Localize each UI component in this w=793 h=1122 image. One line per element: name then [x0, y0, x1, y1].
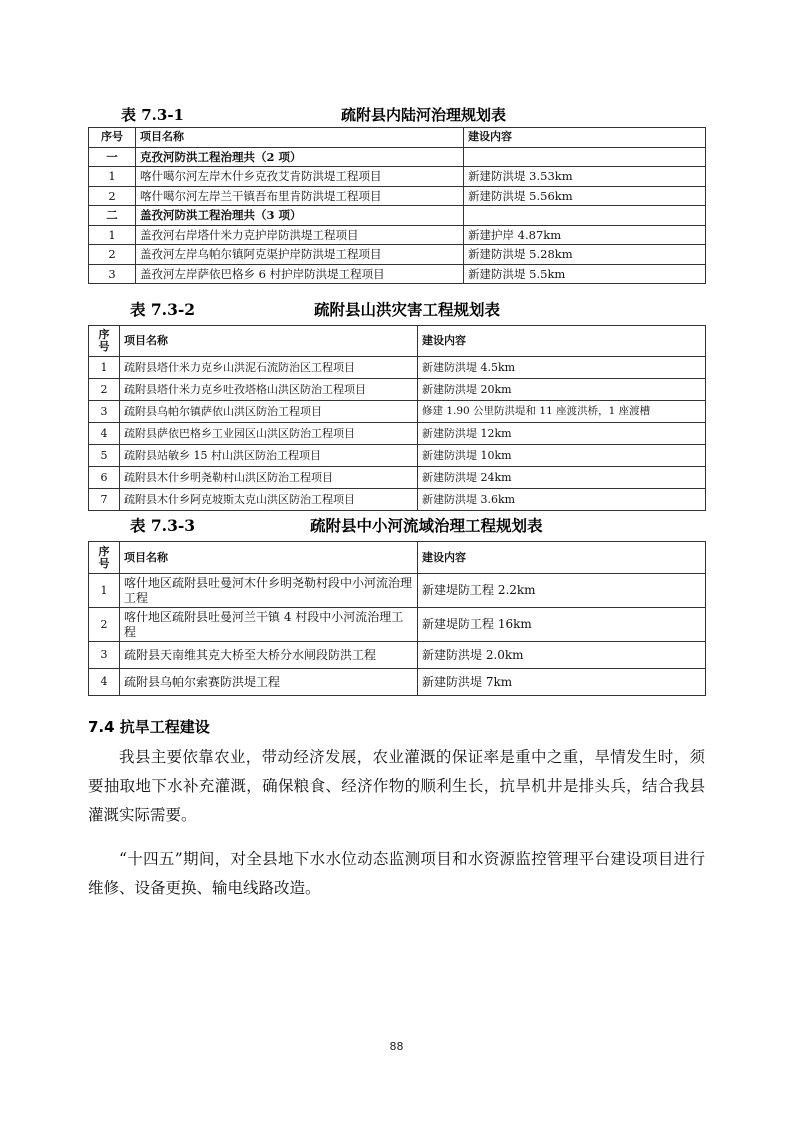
row-content: 新建防洪堤 7km: [418, 669, 706, 696]
row-no: 2: [89, 608, 120, 642]
row-name: 盖孜河左岸乌帕尔镇阿克渠护岸防洪堤工程项目: [136, 245, 464, 265]
table3-number: 表 7.3-3: [130, 516, 196, 535]
row-no: 3: [89, 642, 120, 669]
table3-header-row: [89, 542, 706, 574]
group-name: 克孜河防洪工程治理共（2 项）: [136, 147, 464, 167]
header-name: 项目名称: [120, 542, 418, 574]
table1-group-row: [89, 147, 706, 167]
header-no: 序号: [89, 542, 120, 574]
row-name: 疏附县站敏乡 15 村山洪区防治工程项目: [120, 445, 418, 467]
row-no: 1: [89, 574, 120, 608]
table-row: [89, 245, 706, 265]
table2-title: 疏附县山洪灾害工程规划表: [314, 300, 501, 319]
row-content: 新建防洪堤 5.28km: [464, 245, 706, 265]
table-row: [89, 167, 706, 187]
table-row: [89, 642, 706, 669]
row-name: 喀什地区疏附县吐曼河兰干镇 4 村段中小河流治理工程: [120, 608, 418, 642]
header-no: 序号: [89, 128, 136, 148]
table-row: [89, 445, 706, 467]
row-no: 2: [89, 379, 120, 401]
row-name: 喀什噶尔河左岸兰干镇吾布里肯防洪堤工程项目: [136, 186, 464, 206]
row-no: 3: [89, 401, 120, 423]
table1: [88, 127, 706, 284]
row-name: 疏附县塔什米力克乡山洪泥石流防治区工程项目: [120, 357, 418, 379]
row-content: 新建堤防工程 2.2km: [418, 574, 706, 608]
row-no: 4: [89, 423, 120, 445]
row-content: 新建防洪堤 24km: [418, 467, 706, 489]
row-no: 1: [89, 167, 136, 187]
table-row: [89, 423, 706, 445]
header-content: 建设内容: [418, 542, 706, 574]
row-name: 疏附县木什乡明尧勒村山洪区防治工程项目: [120, 467, 418, 489]
table1-header-row: [89, 128, 706, 148]
row-content: 新建防洪堤 4.5km: [418, 357, 706, 379]
row-no: 2: [89, 186, 136, 206]
row-no: 6: [89, 467, 120, 489]
row-content: 新建防洪堤 2.0km: [418, 642, 706, 669]
row-name: 盖孜河右岸塔什米力克护岸防洪堤工程项目: [136, 225, 464, 245]
row-name: 疏附县塔什米力克乡吐孜塔格山洪区防治工程项目: [120, 379, 418, 401]
table-row: [89, 401, 706, 423]
row-content: 新建护岸 4.87km: [464, 225, 706, 245]
header-content: 建设内容: [464, 128, 706, 148]
table3: [88, 541, 706, 696]
row-name: 盖孜河左岸萨依巴格乡 6 村护岸防洪堤工程项目: [136, 264, 464, 284]
row-name: 疏附县乌帕尔镇萨依山洪区防治工程项目: [120, 401, 418, 423]
row-no: 5: [89, 445, 120, 467]
group-no: 二: [89, 206, 136, 226]
table-row: [89, 489, 706, 511]
table2-header-row: [89, 326, 706, 357]
group-name: 盖孜河防洪工程治理共（3 项）: [136, 206, 464, 226]
table-row: [89, 264, 706, 284]
page-number: 88: [389, 1040, 404, 1053]
row-no: 1: [89, 225, 136, 245]
row-content: 新建堤防工程 16km: [418, 608, 706, 642]
table-row: [89, 379, 706, 401]
group-content: [464, 206, 706, 226]
section-paragraph-2: “十四五”期间，对全县地下水水位动态监测项目和水资源监控管理平台建设项目进行维修、设备更换、输电线路改造。: [88, 850, 705, 897]
row-no: 4: [89, 669, 120, 696]
row-no: 2: [89, 245, 136, 265]
row-no: 7: [89, 489, 120, 511]
table-row: [89, 225, 706, 245]
row-content: 新建防洪堤 3.53km: [464, 167, 706, 187]
row-name: 疏附县乌帕尔索赛防洪堤工程: [120, 669, 418, 696]
row-content: 修建 1.90 公里防洪堤和 11 座渡洪桥，1 座渡槽: [418, 401, 706, 423]
row-name: 疏附县萨依巴格乡工业园区山洪区防治工程项目: [120, 423, 418, 445]
group-content: [464, 147, 706, 167]
row-content: 新建防洪堤 3.6km: [418, 489, 706, 511]
header-content: 建设内容: [418, 326, 706, 357]
row-name: 疏附县木什乡阿克坡斯太克山洪区防治工程项目: [120, 489, 418, 511]
section-heading: 7.4 抗旱工程建设: [88, 718, 210, 736]
table1-number: 表 7.3-1: [121, 106, 184, 124]
row-name: 喀什噶尔河左岸木什乡克孜艾肯防洪堤工程项目: [136, 167, 464, 187]
section-paragraph-1: 我县主要依靠农业，带动经济发展，农业灌溉的保证率是重中之重，旱情发生时，须要抽取地下水补充灌溉，确保粮食、经济作物的顺利生长，抗旱机井是排头兵，结合我县灌溉实际需要。: [88, 748, 705, 824]
row-no: 1: [89, 357, 120, 379]
header-name: 项目名称: [136, 128, 464, 148]
table1-title: 疏附县内陆河治理规划表: [341, 106, 507, 124]
table1-group-row: [89, 206, 706, 226]
row-content: 新建防洪堤 5.5km: [464, 264, 706, 284]
table-row: [89, 467, 706, 489]
row-name: 喀什地区疏附县吐曼河木什乡明尧勒村段中小河流治理工程: [120, 574, 418, 608]
table-row: [89, 186, 706, 206]
group-no: 一: [89, 147, 136, 167]
table3-title: 疏附县中小河流域治理工程规划表: [310, 516, 543, 535]
table-row: [89, 669, 706, 696]
table-row: [89, 608, 706, 642]
table2: [88, 325, 706, 511]
table2-number: 表 7.3-2: [130, 300, 196, 319]
header-name: 项目名称: [120, 326, 418, 357]
row-content: 新建防洪堤 20km: [418, 379, 706, 401]
header-no: 序号: [89, 326, 120, 357]
row-content: 新建防洪堤 10km: [418, 445, 706, 467]
row-no: 3: [89, 264, 136, 284]
row-name: 疏附县天南维其克大桥至大桥分水闸段防洪工程: [120, 642, 418, 669]
table-row: [89, 357, 706, 379]
row-content: 新建防洪堤 12km: [418, 423, 706, 445]
row-content: 新建防洪堤 5.56km: [464, 186, 706, 206]
table-row: [89, 574, 706, 608]
